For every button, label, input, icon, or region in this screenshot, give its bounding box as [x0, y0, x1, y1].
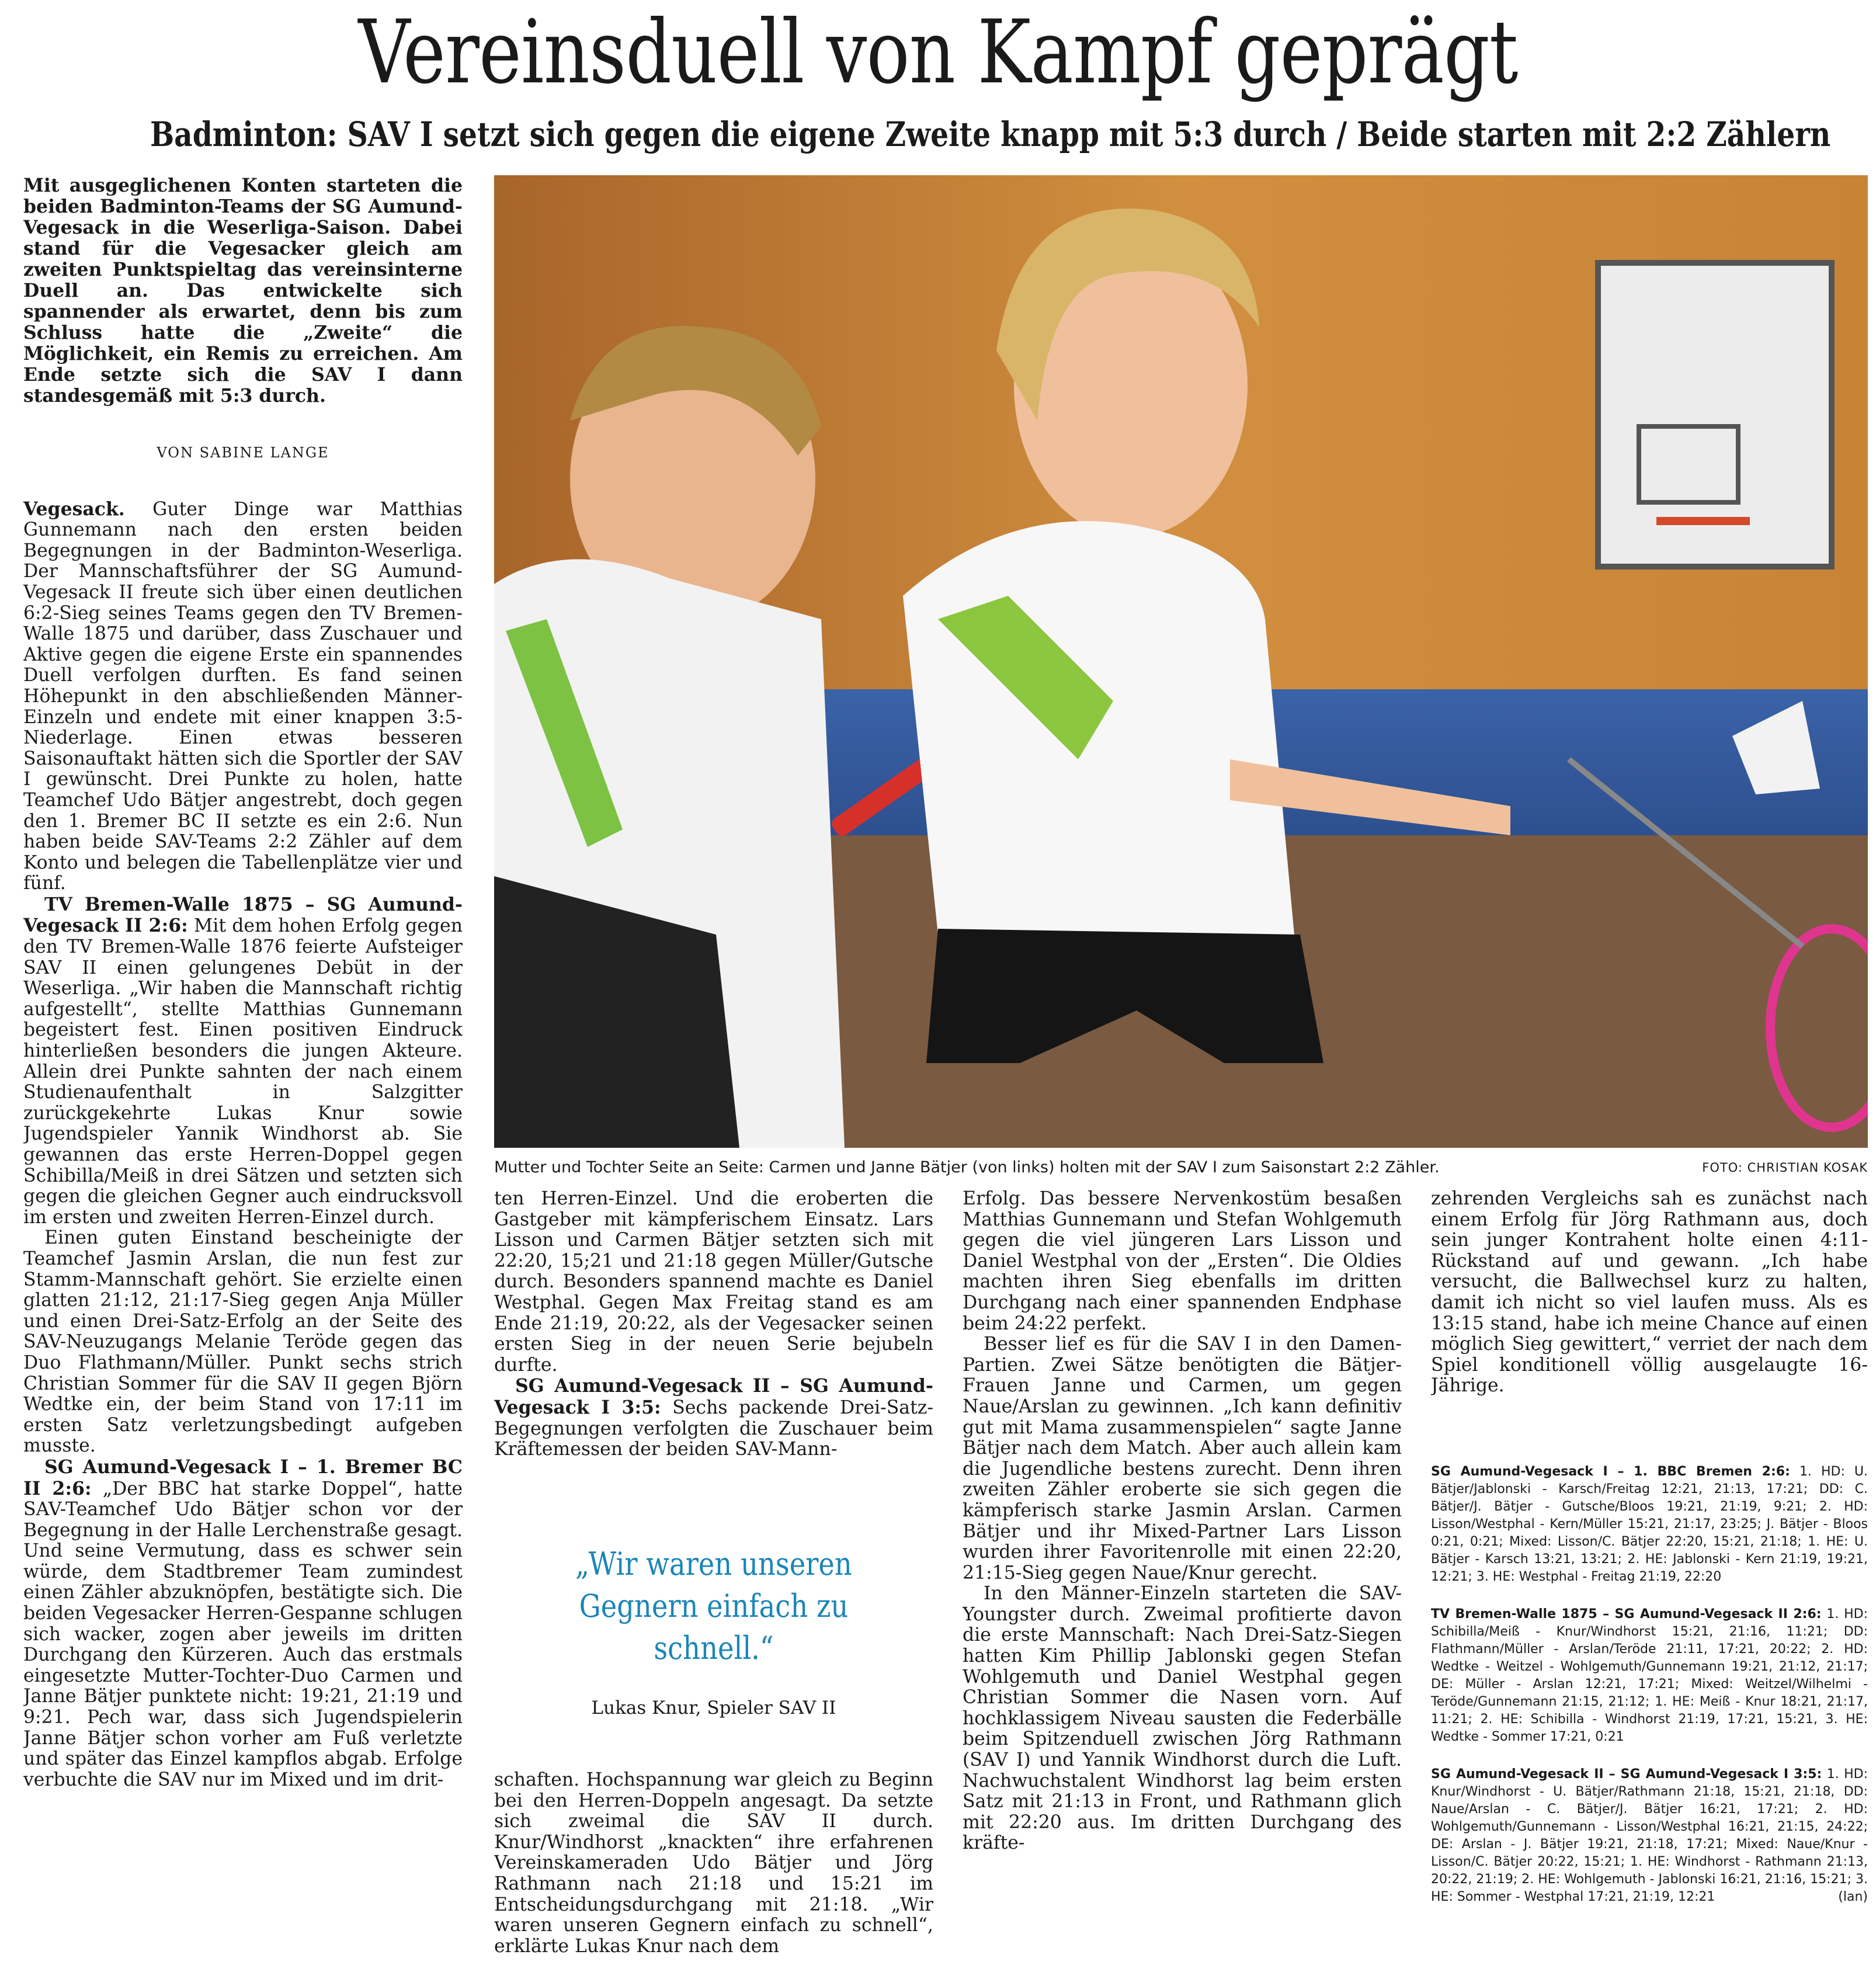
- result-title: TV Bremen-Walle 1875 – SG Aumund-Vegesack II 2:6:: [1431, 1607, 1822, 1622]
- section-heading: SG Aumund-Vegesack II – SG Aumund-Vegesack I 3:5:: [494, 1375, 933, 1418]
- photo-caption: [494, 1154, 1868, 1183]
- paragraph: TV Bremen-Walle 1875 – SG Aumund-Vegesack II 2:6: Mit dem hohen Erfolg gegen den TV Bremen-Walle 1876 feierte Aufsteiger SAV II einen gelungenes Debüt in der Weserliga. „Wir haben die Mannschaft richtig aufgestellt“, stellte Matthias Gunnemann begeistert fest. Einen positiven Eindruck hinterließen besonders die jungen Akteure. Allein drei Punkte sahnten der nach einem Studienaufenthalt in Salzgitter zurückgekehrte Lukas Knur sowie Jugendspieler Yannik Windhorst ab. Sie gewannen das erste Herren-Doppel gegen Schibilla/Meiß in drei Sätzen und setzten sich gegen die gleichen Gegner auch eindrucksvoll im ersten und zweiten Herren-Einzel durch.: [23, 893, 463, 1228]
- subheadline: Badminton: SAV I setzt sich gegen die eigene Zweite knapp mit 5:3 durch / Beide starten mit 2:2 Zählern: [150, 114, 1831, 154]
- result-block: [1431, 1463, 1868, 1586]
- caption-text: Mutter und Tochter Seite an Seite: Carmen und Janne Bätjer (von links) holten mit der SAV I zum Saisonstart 2:2 Zähler.: [494, 1158, 1440, 1176]
- result-text: 1. HD: U. Bätjer/Jablonski - Karsch/Freitag 12:21, 21:13, 17:21; DD: C. Bätjer/J. Bätjer - Gutsche/Bloos 19:21, 21:19, 9:21; 2. HD: Lisson/Westphal - Kern/Müller 15:21, 21:17, 23:25; J. Bätjer - Bloos 0:21, 0:21; Mixed: Lisson/C. Bätjer 22:20, 15:21, 21:18; 1. HE: U. Bätjer - Karsch 13:21, 13:21; 2. HE: Jablonski - Kern 21:19, 19:21, 12:21; 3. HE: Westphal - Freitag 21:19, 22:20: [1431, 1464, 1868, 1584]
- paragraph: Einen guten Einstand bescheinigte der Teamchef Jasmin Arslan, die nun fest zur Stamm-Mannschaft gehört. Sie erzielte einen glatten 21:12, 21:17-Sieg gegen Anja Müller und einen Drei-Satz-Erfolg an der Seite des SAV-Neuzugangs Melanie Teröde gegen das Duo Flathmann/Müller. Punkt sechs strich Christian Sommer für die SAV II gegen Björn Wedtke ein, der beim Stand von 17:11 im ersten Satz verletzungsbedingt aufgeben musste.: [23, 1227, 463, 1457]
- result-text: 1. HD: Knur/Windhorst - U. Bätjer/Rathmann 21:18, 15:21, 21:18, DD: Naue/Arslan - C. Bätjer/J. Bätjer 16:21, 17:21; 2. HD: Wohlgemuth/Gunnemann - Lisson/Westphal 16:21, 21:15, 24:22; DE: Arslan - J. Bätjer 19:21, 21:18, 17:21; Mixed: Naue/Knur - Lisson/C. Bätjer 20:22, 15:21; 1. HE: Windhorst - Rathmann 21:13, 20:22, 21:19; 2. HE: Wohlgemuth - Jablonski 16:21, 21:16, 15:21; 3. HE: Sommer - Westphal 17:21, 21:19, 12:21: [1431, 1767, 1868, 1904]
- paragraph: In den Männer-Einzeln starteten die SAV-Youngster durch. Zweimal profitierte davon die erste Mannschaft: Nach Drei-Satz-Siegen hatten Kim Phillip Jablonski gegen Stefan Wohlgemuth und Daniel Westphal gegen Christian Sommer die Nasen vorn. Auf hochklassigem Niveau sausten die Federbälle beim Spitzenduell zwischen Jörg Rathmann (SAV I) und Yannik Windhorst durch die Luft. Nachwuchstalent Windhorst lag beim ersten Satz mit 21:13 in Front, und Rathmann glich mit 22:20 aus. Im dritten Durchgang des kräfte-: [963, 1583, 1402, 1854]
- headline: Vereinsduell von Kampf geprägt: [358, 2, 1518, 103]
- result-title: SG Aumund-Vegesack I – 1. BBC Bremen 2:6:: [1431, 1464, 1790, 1479]
- paragraph: zehrenden Vergleichs sah es zunächst nach einem Erfolg für Jörg Rathmann aus, doch sein junger Kontrahent holte einen 4:11-Rückstand auf und gewann. „Ich habe versucht, die Ballwechsel kurz zu halten, damit ich nicht so viel laufen muss. Als es 13:15 stand, habe ich meine Chance auf einen möglich Sieg gewittert,“ verriet der nach dem Spiel konditionell völlig ausgelaugte 16-Jährige.: [1431, 1189, 1868, 1397]
- photo-credit: FOTO: CHRISTIAN KOSAK: [1702, 1161, 1868, 1175]
- article-column-2-top: [494, 1189, 933, 1530]
- pull-quote: [494, 1530, 933, 1776]
- result-text: 1. HD: Schibilla/Meiß - Knur/Windhorst 15:21, 21:16, 11:21; DD: Flathmann/Müller - Arslan/Teröde 21:11, 17:21, 20:22; 2. HD: Wedtke - Weitzel - Wohlgemuth/Gunnemann 19:21, 21:12, 21:17; DE: Müller - Arslan 12:21, 17:21; Mixed: Weitzel/Wilhelmi - Teröde/Gunnemann 21:15, 21:12; 1. HE: Meiß - Knur 18:21, 21:17, 11:21; 2. HE: Schibilla - Windhorst 21:19, 17:21, 15:21, 3. HE: Wedtke - Sommer 17:21, 0:21: [1431, 1607, 1868, 1744]
- match-results: [1431, 1463, 1868, 1977]
- dateline: Vegesack.: [23, 498, 125, 520]
- result-title: SG Aumund-Vegesack II – SG Aumund-Vegesack I 3:5:: [1431, 1767, 1822, 1782]
- paragraph: Besser lief es für die SAV I in den Damen-Partien. Zwei Sätze benötigten die Bätjer-Frauen Janne und Carmen, um gegen Naue/Arslan zu gewinnen. „Ich kann definitiv gut mit Mama zusammenspielen“ sagte Janne Bätjer nach dem Match. Aber auch allein kam die Jugendliche bestens zurecht. Denn ihren zweiten Zähler eroberte sie sich gegen die kämpferisch starke Jasmin Arslan. Carmen Bätjer und ihr Mixed-Partner Lars Lisson wurden ihrer Favoritenrolle mit einen 22:20, 21:15-Sieg gegen Naue/Knur gerecht.: [963, 1334, 1402, 1584]
- article-column-4: [1431, 1189, 1868, 1463]
- article-column-3: [963, 1189, 1402, 1980]
- article-lead: Mit ausgeglichenen Konten starteten die beiden Badminton-Teams der SG Aumund-Vegesack in die Weserliga-Saison. Dabei stand für die Vegesacker gleich am zweiten Punktspieltag das vereinsinterne Duell an. Das entwickelte sich spannender als erwartet, denn bis zum Schluss hatte die „Zweite“ die Möglichkeit, ein Remis zu erreichen. Am Ende setzte sich die SAV I dann standesgemäß mit 5:3 durch.: [23, 175, 463, 407]
- result-block: [1431, 1606, 1868, 1746]
- article-photo: [494, 175, 1868, 1148]
- paragraph: SG Aumund-Vegesack I – 1. Bremer BC II 2:6: „Der BBC hat starke Doppel“, hatte SAV-Teamchef Udo Bätjer schon vor der Begegnung in der Halle Lerchenstraße gesagt. Und seine Vermutung, dass es schwer sein würde, dem Stadtbremer Team zumindest einen Zähler abzuknöpfen, bestätigte sich. Die beiden Vegesacker Herren-Gespanne schlugen sich wacker, zogen aber jeweils im dritten Durchgang den Kürzeren. Auch das erstmals eingesetzte Mutter-Tochter-Duo Carmen und Janne Bätjer punktete nicht: 19:21, 21:19 und 9:21. Pech war, dass sich Jugendspielerin Janne Bätjer schon vorher am Fuß verletzte und später das Einzel kampflos abgab. Erfolge verbuchte die SAV nur im Mixed und im drit-: [23, 1456, 463, 1790]
- paragraph: schaften. Hochspannung war gleich zu Beginn bei den Herren-Doppeln angesagt. Da setzte sich zweimal die SAV II durch. Knur/Windhorst „knackten“ ihre erfahrenen Vereinskameraden Udo Bätjer und Jörg Rathmann nach 21:18 und 15:21 im Entscheidungsdurchgang mit 21:18. „Wir waren unseren Gegnern einfach zu schnell“, erklärte Lukas Knur nach dem: [494, 1770, 933, 1957]
- result-block: [1431, 1766, 1868, 1906]
- author-signature: (lan): [1838, 1890, 1868, 1904]
- quote-text: „Wir waren unseren Gegnern einfach zu schnell.“: [575, 1546, 852, 1666]
- article-column-1: [23, 175, 463, 1980]
- quote-source: Lukas Knur, Spieler SAV II: [591, 1697, 836, 1718]
- paragraph: SG Aumund-Vegesack II – SG Aumund-Vegesack I 3:5: Sechs packende Drei-Satz-Begegnungen verfolgten die Zuschauer beim Kräftemessen der beiden SAV-Mann-: [494, 1375, 933, 1460]
- paragraph: Erfolg. Das bessere Nervenkostüm besaßen Matthias Gunnemann und Stefan Wohlgemuth gegen die viel jüngeren Lars Lisson und Daniel Westphal von der „Ersten“. Die Oldies machten ihren Sieg ebenfalls im dritten Durchgang nach einer spannenden Endphase beim 24:22 perfekt.: [963, 1189, 1402, 1334]
- paragraph: Vegesack. Guter Dinge war Matthias Gunnemann nach den ersten beiden Begegnungen in der Badminton-Weserliga. Der Mannschaftsführer der SG Aumund-Vegesack II freute sich über einen deutlichen 6:2-Sieg seines Teams gegen den TV Bremen-Walle 1875 und darüber, dass Zuschauer und Aktive gegen die eigene Erste ein spannendes Duell verfolgen durften. Es fand seinen Höhepunkt in den abschließenden Männer-Einzeln und endete mit einer knappen 3:5-Niederlage. Einen etwas besseren Saisonauftakt hätten sich die Sportler der SAV I gewünscht. Drei Punkte zu holen, hatte Teamchef Udo Bätjer angestrebt, doch gegen den 1. Bremer BC II setzte es ein 2:6. Nun haben beide SAV-Teams 2:2 Zähler auf dem Konto und belegen die Tabellenplätze vier und fünf.: [23, 498, 463, 894]
- paragraph: ten Herren-Einzel. Und die eroberten die Gastgeber mit kämpferischem Einsatz. Lars Lisson und Carmen Bätjer setzten sich mit 22:20, 15;21 und 21:18 gegen Müller/Gutsche durch. Besonders spannend machte es Daniel Westphal. Gegen Max Freitag stand es am Ende 21:19, 20:22, als der Vegesacker seinen ersten Sieg in der neuen Serie bejubeln durfte.: [494, 1189, 933, 1376]
- article-column-2-bottom: [494, 1770, 933, 1980]
- section-heading: SG Aumund-Vegesack I – 1. Bremer BC II 2:6:: [23, 1456, 463, 1499]
- byline: VON SABINE LANGE: [157, 445, 329, 461]
- section-heading: TV Bremen-Walle 1875 – SG Aumund-Vegesack II 2:6:: [23, 893, 463, 937]
